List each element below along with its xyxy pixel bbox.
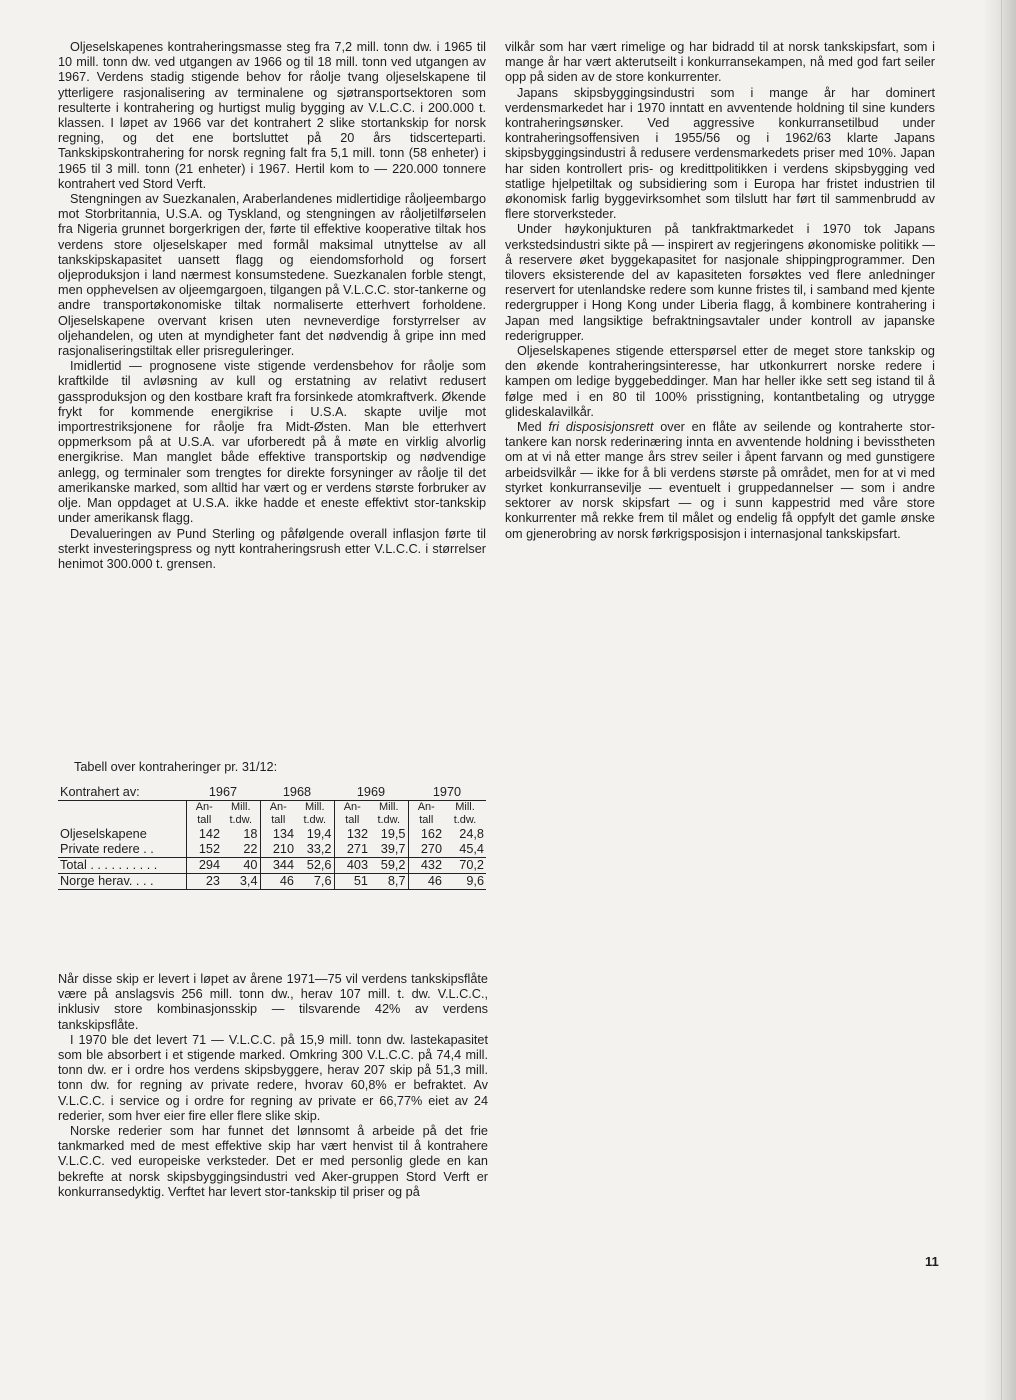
table-norway-row [58,874,486,890]
italic-phrase: fri disposisjonsrett [548,420,654,435]
cell: 152 [186,842,222,858]
table-header-units [58,801,486,828]
cell: 45,4 [459,842,484,856]
paragraph-rest: over en flåte av seilende og kontraherte stor-tankere kan norsk rederinæring innta en avventende holdning i bevisstheten om at vi nå etter mange års strev seiler i åpent farvann og med gunstigere arbeidsvilkår — ikke for å bli verdens største på området, men for at vi med styrket konkurransevilje — eventuelt i gruppedannelser — som i andre sektorer av norsk skipsfart — og i sunn kappestrid med våre store konkurrenter må rekke frem til målet og endelig få oppfylt det gamle ønske om gjenerobring av norsk førkrigsposisjon i internasjonal tankskipsfart. [505,420,936,541]
cell: 142 [186,827,222,842]
cell: 39,7 [380,842,406,856]
cell: 403 [334,858,370,874]
page-fold-line [1001,0,1002,1400]
cell: 9,6 [444,874,486,890]
cell: 52,6 [296,858,334,874]
cell: 19,5 [380,827,406,841]
paragraph: Stengningen av Suezkanalen, Araberlandenes midlertidige råoljeembargo mot Storbritannia, U.S.A. og Tyskland, og stengningen av råoljetilførselen fra Nigeria grunnet borgerkrigen der, førte til effektive kooperative tiltak hos verdens store oljeselskaper med formål maksimal utnyttelse av all tankskipskapasitet uansett flagg og eiendomsforhold og forsert oljeproduksjon i land nærmest konsumstedene. Suezkanalen forble stengt, men opphevelsen av oljeemgargoen, tilgangen på V.L.C.C. stor-tankerne og andre transportøkonomiske tiltak normaliserte etterhvert forholdene. Oljeselskapene overvant krisen uten nevneverdige forstyrrelser av oljehandelen, og uten at myndigheter fant det nødvendig å gripe inn med rasjonaliseringstiltak eller prisreguleringer. [58,192,486,359]
cell: 162 [408,827,444,842]
unit-header: Mill. t.dw. [377,801,401,826]
unit-header: An- tall [334,801,370,828]
row-label: Total . . . . . . . . . . [58,858,186,874]
year-header: 1970 [408,785,486,801]
table-caption: Tabell over kontraheringer pr. 31/12: [74,760,278,774]
unit-header: Mill. t.dw. [229,801,253,826]
table-row [58,827,486,842]
left-column-text [58,40,486,572]
paragraph: Oljeselskapenes stigende etterspørsel etter de meget store tankskip og den økende kontraheringsinteresse, har utkonkurrert norske redere i kampen om ledige byggebeddinger. Man har heller ikke sett seg istand til å følge med i en 80 til 100% prisstigning, kontantbetaling og utrygge glideskalavilkår. [505,344,935,419]
unit-header: Mill. t.dw. [453,801,477,826]
cell: 24,8 [459,827,484,841]
paragraph-prefix: Med [517,420,542,435]
paragraph: Når disse skip er levert i løpet av årene 1971—75 vil verdens tankskipsflåte være på anslagsvis 256 mill. tonn dw., herav 107 mill. t. dw. V.L.C.C., inklusiv store kombinasjonsskip — tilsvarende 42% av verdens tankskipsflåte. [58,972,488,1032]
cell: 132 [334,827,370,842]
cell: 59,2 [370,858,408,874]
cell: 19,4 [306,827,332,841]
cell: 23 [186,874,222,890]
paragraph: vilkår som har vært rimelige og har bidradd til at norsk tankskipsfart, som i mange år har vært akterutseilt i konkurransekampen, nå med god fart seiler opp på siden av de store konkurrenter. [505,40,935,85]
cell: 46 [408,874,444,890]
cell: 8,7 [370,874,408,890]
row-header: Kontrahert av: [58,785,186,801]
paragraph: Under høykonjukturen på tankfraktmarkedet i 1970 tok Japans verkstedsindustri sikte på — inspirert av regjeringens økonomiske politikk — å reservere øket byggekapasitet for nasjonale shippingprogrammer. Den tilovers eksisterende del av kapasiteten forsøktes ved flere anledninger reservert for utenlandske redere som kunne fristes til, i samband med kjente redergrupper i Hong Kong under Liberia flagg, å kombinere kontrahering i Japan med langsiktige befraktningsavtaler under kontroll av japanske rederigrupper. [505,222,935,343]
cell: 22 [243,842,258,856]
paragraph: Norske rederier som har funnet det lønnsomt å arbeide på det frie tankmarked med de mest effektive skip har vært henvist til å kontrahere V.L.C.C. ved europeiske verksteder. Det er med personlig glede en kan bekrefte at norsk skipsbyggingsindustri ved Aker-gruppen Stord Verft er konkurransedyktig. Verftet har levert stor-tankskip til priser og på [58,1124,488,1199]
row-label: Oljeselskapene [60,827,147,841]
cell: 3,4 [222,874,260,890]
cell: 18 [243,827,258,841]
row-label: Norge herav. . . . [58,874,186,890]
unit-header: An- tall [186,801,222,828]
cell: 70,2 [444,858,486,874]
unit-header: Mill. t.dw. [303,801,327,826]
page-edge-shadow [982,0,1016,1400]
unit-header: An- tall [260,801,296,828]
table-total-row [58,858,486,874]
table-header-years [58,785,486,801]
page-number: 11 [925,1254,939,1269]
cell: 271 [334,842,370,858]
paragraph: Oljeselskapenes kontraheringsmasse steg fra 7,2 mill. tonn dw. i 1965 til 10 mill. tonn dw. ved utgangen av 1966 og til 18 mill. tonn ved utgangen av 1967. Verdens stadig stigende behov for råolje tvang oljeselskapene til ytterligere rasjonalisering av terminalene og sjøtransportsektoren som resulterte i kontrahering og hurtigst mulig bygging av V.L.C.C. i 200.000 t. klassen. I løpet av 1966 var det kontrahert 2 slike stortankskip for norsk regning, og det ene bortsluttet på 20 års tidscerteparti. Tankskipskontrahering for norsk regning falt fra 5,1 mill. tonn (58 enheter) i 1965 til 3 mill. tonn (21 enheter) i 1967. Hertil kom to — 220.000 tonnere kontrahert ved Stord Verft. [58,40,486,191]
contracts-table [58,785,486,890]
year-header: 1969 [334,785,408,801]
cell: 7,6 [296,874,334,890]
cell: 294 [186,858,222,874]
cell: 51 [334,874,370,890]
cell: 40 [222,858,260,874]
cell: 210 [260,842,296,858]
cell: 46 [260,874,296,890]
row-label: Private redere . . [60,842,154,856]
year-header: 1967 [186,785,260,801]
paragraph: Japans skipsbyggingsindustri som i mange år har dominert verdensmarkedet har i 1970 inntatt en avventende holdning til sine kunders kontraheringsønsker. Ved aggressive konkurransetilbud under kontraheringsoffensiven i 1955/56 og i 1962/63 klarte Japans skipsbyggingsindustri å redusere verdensmarkedets priser med 10%. Japan har siden kontrollert pris- og kredittpolitikken i verdens skipsbygging ved statlige hjelpetiltak og subsidiering som i Europa har fristet industrien til økonomisk farlig byggevirksomhet som tilslutt har ført til sammenbrudd av flere storverksteder. [505,85,935,222]
unit-header: An- tall [408,801,444,828]
cell: 432 [408,858,444,874]
paragraph-last [505,420,935,542]
cell: 270 [408,842,444,858]
cell: 33,2 [306,842,332,856]
bottom-left-text [58,972,488,1200]
right-column-text [505,40,935,542]
cell: 344 [260,858,296,874]
table-row [58,842,486,858]
year-header: 1968 [260,785,334,801]
contracts-table-section [58,760,488,890]
paragraph: Imidlertid — prognosene viste stigende verdensbehov for råolje som kraftkilde til avløsning av kull og erstatning av relativt redusert gassproduksjon og den kostbare kraft fra forsinkede atomkraftverk. Økende frykt for kommende energikrise i U.S.A. skapte uvilje mot importrestriksjonene for råolje fra Midt-Østen. Man ble etterhvert oppmerksom på at U.S.A. var uforberedt på å møte en virklig alvorlig energikrise. Man manglet både effektive transportskip og nødvendige anlegg, og terminaler som trengtes for direkte forsyninger av råolje til det amerikanske marked, som alltid har vært og er verdens største forbruker av olje. Man oppdaget at U.S.A. ikke hadde et eneste effektivt stor-tankskip under amerikansk flagg. [58,359,486,526]
paragraph: Devalueringen av Pund Sterling og påfølgende overall inflasjon førte til sterkt investeringspress og nytt kontraheringsrush etter V.L.C.C. i størrelser henimot 300.000 t. grensen. [58,526,486,571]
paragraph: I 1970 ble det levert 71 — V.L.C.C. på 15,9 mill. tonn dw. lastekapasitet som ble absorbert i et stigende marked. Omkring 300 V.L.C.C. på 74,4 mill. tonn dw. er i ordre hos verdens skipsbyggere, herav 207 skip på 51,3 mill. tonn dw. for regning av private redere, hvorav 60,8% er befraktet. Av V.L.C.C. i service og i ordre for regning av private er 66,77% eiet av 24 rederier, som hver eier fire eller flere slike skip. [58,1032,488,1123]
cell: 134 [260,827,296,842]
